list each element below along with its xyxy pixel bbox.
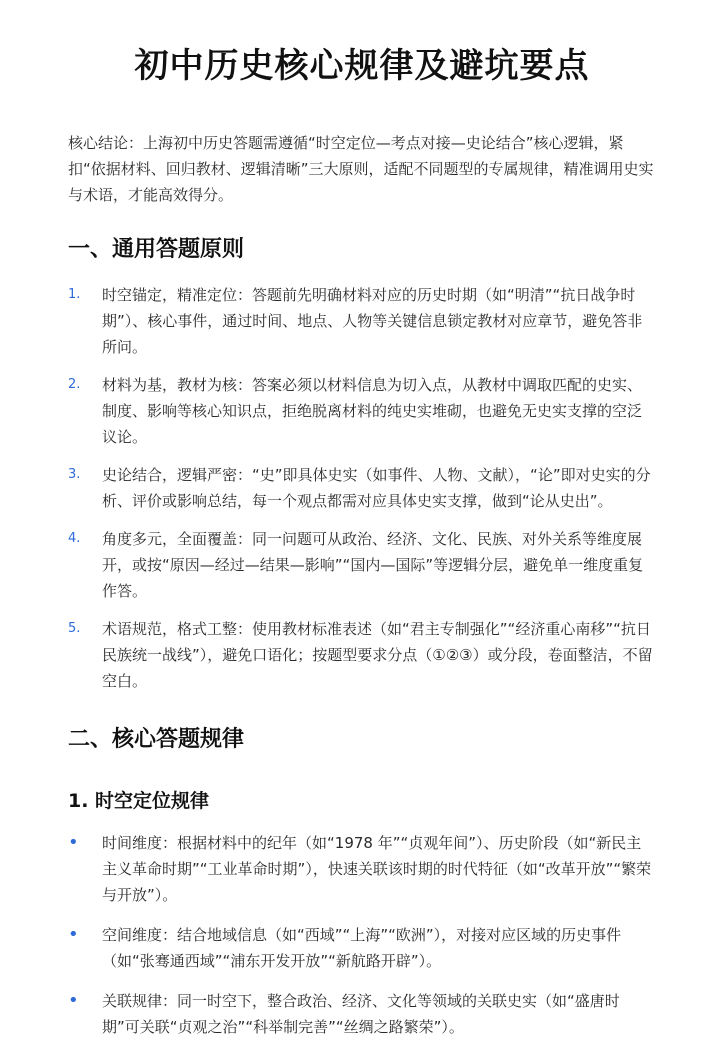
spacetime-rules-list: [68, 830, 656, 1040]
list-number: 2.: [68, 377, 81, 392]
section-heading-general-principles: 一、通用答题原则: [68, 237, 245, 262]
bullet-icon: •: [68, 990, 79, 1011]
list-item: [68, 462, 656, 514]
document-title: 初中历史核心规律及避坑要点: [134, 46, 590, 86]
list-item-text: 时间维度：根据材料中的纪年（如“1978 年”“贞观年间”）、历史阶段（如“新民主主义革命时期”“工业革命时期”），快速关联该时期的时代特征（如“改革开放”“繁荣与开放”）。: [102, 834, 652, 904]
list-item-text: 空间维度：结合地域信息（如“西域”“上海”“欧洲”），对接对应区域的历史事件（如“张骞通西域”“浦东开发开放”“新航路开辟”）。: [102, 926, 622, 970]
list-item-text: 材料为基，教材为核：答案必须以材料信息为切入点，从教材中调取匹配的史实、制度、影响等核心知识点，拒绝脱离材料的纯史实堆砌，也避免无史实支撑的空泛议论。: [102, 376, 643, 446]
core-conclusion-paragraph: 核心结论：上海初中历史答题需遵循“时空定位—考点对接—史论结合”核心逻辑，紧扣“依据材料、回归教材、逻辑清晰”三大原则，适配不同题型的专属规律，精准调用史实与术语，才能高效得分。: [68, 134, 654, 204]
list-item-text: 时空锚定，精准定位：答题前先明确材料对应的历史时期（如“明清”“抗日战争时期”）、核心事件，通过时间、地点、人物等关键信息锁定教材对应章节，避免答非所问。: [102, 286, 643, 356]
section-heading-core-rules: 二、核心答题规律: [68, 727, 245, 752]
list-item-text: 史论结合，逻辑严密：“史”即具体史实（如事件、人物、文献），“论”即对史实的分析、评价或影响总结，每一个观点都需对应具体史实支撑，做到“论从史出”。: [102, 466, 651, 510]
bullet-icon: •: [68, 832, 79, 853]
list-item: [68, 616, 656, 694]
general-principles-list: [68, 282, 656, 694]
list-number: 3.: [68, 467, 81, 482]
list-item: [68, 830, 656, 908]
list-item: [68, 282, 656, 360]
list-item: [68, 526, 656, 604]
list-item-text: 关联规律：同一时空下，整合政治、经济、文化等领域的关联史实（如“盛唐时期”可关联“贞观之治”“科举制完善”“丝绸之路繁荣”）。: [102, 992, 620, 1036]
list-item: [68, 988, 656, 1040]
list-number: 5.: [68, 621, 81, 636]
list-number: 1.: [68, 287, 81, 302]
list-item-text: 角度多元，全面覆盖：同一问题可从政治、经济、文化、民族、对外关系等维度展开，或按“原因—经过—结果—影响”“国内—国际”等逻辑分层，避免单一维度重复作答。: [102, 530, 644, 600]
list-item: [68, 372, 656, 450]
list-item-text: 术语规范，格式工整：使用教材标准表述（如“君主专制强化”“经济重心南移”“抗日民族统一战线”），避免口语化；按题型要求分点（①②③）或分段，卷面整洁，不留空白。: [102, 620, 653, 690]
bullet-icon: •: [68, 924, 79, 945]
list-number: 4.: [68, 531, 81, 546]
subsection-heading-spacetime: 1. 时空定位规律: [68, 790, 210, 812]
list-item: [68, 922, 656, 974]
